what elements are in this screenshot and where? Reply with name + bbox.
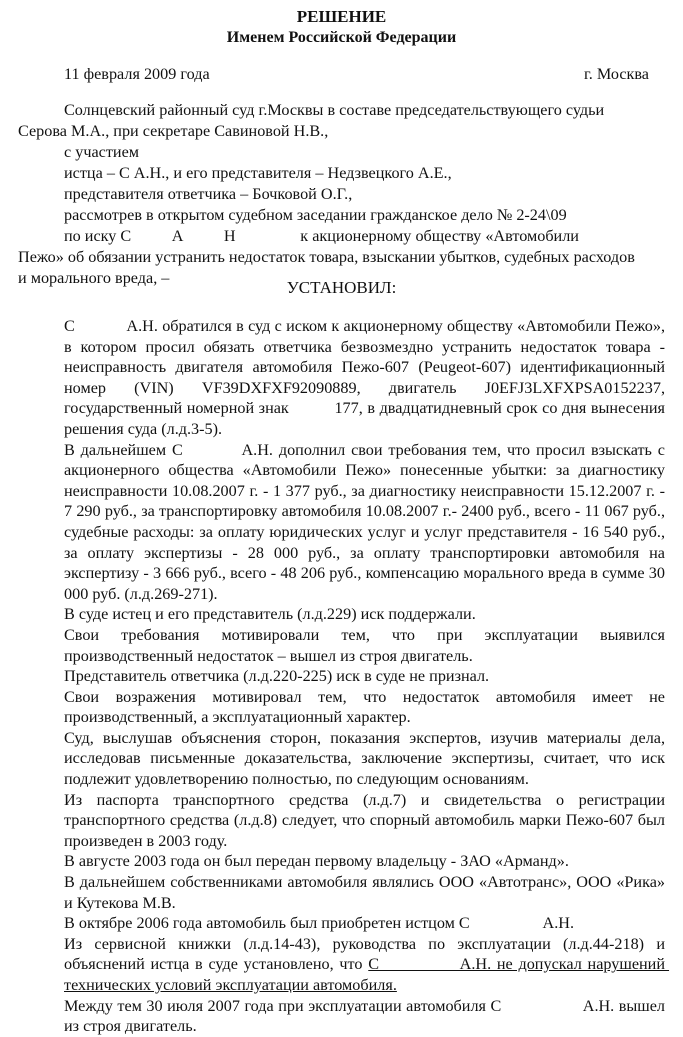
paragraph: Свои возражения мотивировал тем, что недостаток автомобиля имеет не производственный, а эксплуатационный характер. xyxy=(64,687,665,727)
date-line xyxy=(64,64,649,85)
paragraph: Свои требования мотивировали тем, что при эксплуатации выявился производственный недостаток – вышел из строя двигатель. xyxy=(64,625,665,665)
intro-line: истца – С А.Н., и его представителя – Недзвецкого А.Е., xyxy=(64,164,452,182)
intro-line: рассмотрев в открытом судебном заседании гражданское дело № 2-24\09 xyxy=(64,206,567,224)
intro-line: Серова М.А., при секретаре Савиновой Н.В., xyxy=(18,122,329,140)
paragraph: В дальнейшем С А.Н. дополнил свои требования тем, что просил взыскать с акционерного общества «Автомобили Пежо» понесенные убытки: за диагностику неисправности 10.08.2007 г. - 1 377 руб., за диагностику неисправности 15.12.2007 г. - 7 290 руб., за транспортировку автомобиля 10.08.2007 г.- 2400 руб., всего - 11 067 руб., судебные расходы: за оплату юридических услуг и услуг представителя - 16 540 руб., за оплату экспертизы - 28 000 руб., за оплату транспортировки автомобиля на экспертизу - 3 666 руб., всего - 48 206 руб., компенсацию морального вреда в сумме 30 000 руб. (л.д.269-271). xyxy=(64,440,670,603)
section-heading: УСТАНОВИЛ: xyxy=(286,278,397,297)
decision-date: 11 февраля 2009 года xyxy=(64,65,210,83)
paragraph: В октябре 2006 года автомобиль был приобретен истцом С А.Н. xyxy=(64,914,575,933)
paragraph: В дальнейшем собственниками автомобиля являлись ООО «Автотранс», ООО «Рика» и Кутекова М.В. xyxy=(64,873,665,912)
paragraph: Из паспорта транспортного средства (л.д.7) и свидетельства о регистрации транспортного средства (л.д.8) следует, что спорный автомобиль марки Пежо-607 был произведен в 2003 году. xyxy=(64,790,665,850)
paragraph: С А.Н. обратился в суд с иском к акционерному обществу «Автомобили Пежо», в котором просил обязать ответчика безвозмездно устранить недостаток товара - неисправность двигателя автомобиля Пежо-607 (Peugeot-607) идентификационный номер (VIN) VF39DXFXF92090889, двигатель J0EFJ3LXFXPSA0152237, государственный номерной знак 177, в двадцатидневный срок со дня вынесения решения суда (л.д.3-5). xyxy=(64,317,670,438)
decision-city: г. Москва xyxy=(583,65,649,83)
document-title: РЕШЕНИЕ xyxy=(296,7,387,26)
paragraph: В суде истец и его представитель (л.д.229) иск поддержали. xyxy=(64,605,476,624)
intro-block xyxy=(18,100,665,289)
intro-line: представителя ответчика – Бочковой О.Г., xyxy=(64,185,353,203)
intro-line: с участием xyxy=(64,143,140,161)
paragraph-service-text: Из сервисной книжки (л.д.14-43), руководства по эксплуатации (л.д.44-218) и объяснений истца в суде установлено, что xyxy=(64,934,665,974)
intro-line: Солнцевский районный суд г.Москвы в составе председательствующего судьи xyxy=(64,101,605,119)
intro-line: и морального вреда, – xyxy=(18,269,170,287)
paragraph: В августе 2003 года он был передан первому владельцу - ЗАО «Арманд». xyxy=(64,852,569,871)
document-subtitle: Именем Российской Федерации xyxy=(226,29,457,46)
intro-line: Пежо» об обязании устранить недостаток товара, взыскании убытков, судебных расходов xyxy=(18,248,635,266)
paragraph-service xyxy=(18,934,670,996)
paragraph: Между тем 30 июля 2007 года при эксплуатации автомобиля С А.Н. вышел из строя двигатель. xyxy=(64,996,670,1036)
paragraph-service-underlined: С А.Н. не допускал нарушений технических условий эксплуатации автомобиля. xyxy=(64,955,670,994)
body-block xyxy=(18,316,670,1037)
intro-line: по иску С А Н к акционерному обществу «Автомобили xyxy=(64,227,579,245)
paragraph: Представитель ответчика (л.д.220-225) иск в суде не признал. xyxy=(64,667,490,686)
paragraph: Суд, выслушав объяснения сторон, показания экспертов, изучив материалы дела, исследовав письменные доказательства, заключение экспертизы, считает, что иск подлежит удовлетворению полностью, по следующим основаниям. xyxy=(64,728,665,789)
